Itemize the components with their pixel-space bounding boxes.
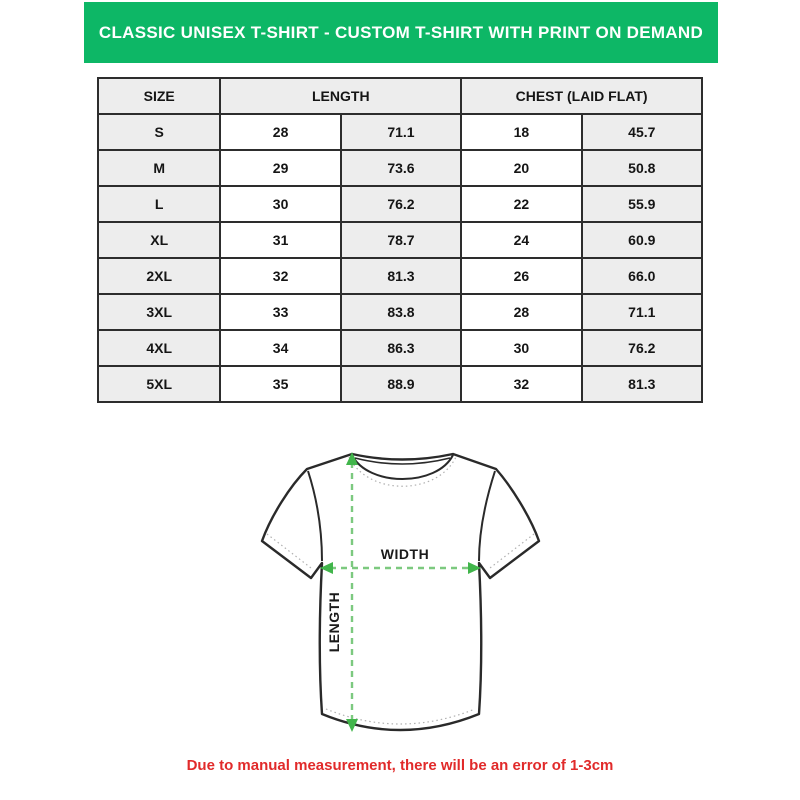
cell-length-in: 35 <box>220 366 340 402</box>
cell-chest-cm: 60.9 <box>582 222 702 258</box>
table-row <box>98 114 702 150</box>
table-row <box>98 150 702 186</box>
cell-size: L <box>98 186 220 222</box>
cell-length-cm: 81.3 <box>341 258 461 294</box>
table-row <box>98 186 702 222</box>
cell-length-in: 31 <box>220 222 340 258</box>
cell-length-in: 29 <box>220 150 340 186</box>
cell-length-cm: 78.7 <box>341 222 461 258</box>
cell-chest-in: 22 <box>461 186 581 222</box>
cell-length-cm: 88.9 <box>341 366 461 402</box>
cell-length-cm: 73.6 <box>341 150 461 186</box>
cell-size: 2XL <box>98 258 220 294</box>
cell-length-cm: 71.1 <box>341 114 461 150</box>
cell-length-cm: 86.3 <box>341 330 461 366</box>
cell-size: XL <box>98 222 220 258</box>
cell-chest-cm: 45.7 <box>582 114 702 150</box>
cell-length-cm: 83.8 <box>341 294 461 330</box>
cell-chest-in: 24 <box>461 222 581 258</box>
table-row <box>98 222 702 258</box>
cell-chest-cm: 66.0 <box>582 258 702 294</box>
cell-length-in: 34 <box>220 330 340 366</box>
cell-chest-cm: 55.9 <box>582 186 702 222</box>
cell-size: S <box>98 114 220 150</box>
cell-chest-in: 28 <box>461 294 581 330</box>
width-label: WIDTH <box>380 546 430 562</box>
page-title: CLASSIC UNISEX T-SHIRT - CUSTOM T-SHIRT WITH PRINT ON DEMAND <box>98 22 704 42</box>
tshirt-svg <box>235 440 565 750</box>
table-row <box>98 258 702 294</box>
cell-size: M <box>98 150 220 186</box>
cell-size: 4XL <box>98 330 220 366</box>
length-label: LENGTH <box>326 591 342 653</box>
table-header-row <box>98 78 702 114</box>
table-row <box>98 366 702 402</box>
cell-length-in: 33 <box>220 294 340 330</box>
tshirt-outline <box>262 454 539 730</box>
table-row <box>98 330 702 366</box>
table-row <box>98 294 702 330</box>
cell-length-cm: 76.2 <box>341 186 461 222</box>
cell-chest-in: 18 <box>461 114 581 150</box>
header-chest: CHEST (LAID FLAT) <box>461 78 702 114</box>
cell-chest-in: 30 <box>461 330 581 366</box>
cell-length-in: 32 <box>220 258 340 294</box>
cell-chest-cm: 71.1 <box>582 294 702 330</box>
cell-chest-in: 26 <box>461 258 581 294</box>
cell-chest-in: 20 <box>461 150 581 186</box>
header-size: SIZE <box>98 78 220 114</box>
cell-length-in: 28 <box>220 114 340 150</box>
cell-chest-cm: 76.2 <box>582 330 702 366</box>
size-chart-table <box>97 77 703 403</box>
cell-chest-cm: 81.3 <box>582 366 702 402</box>
cell-size: 5XL <box>98 366 220 402</box>
header-length: LENGTH <box>220 78 461 114</box>
cell-size: 3XL <box>98 294 220 330</box>
cell-length-in: 30 <box>220 186 340 222</box>
title-banner <box>84 2 718 63</box>
tshirt-measurement-diagram <box>235 440 565 750</box>
measurement-error-note: Due to manual measurement, there will be an error of 1-3cm <box>186 757 614 774</box>
cell-chest-in: 32 <box>461 366 581 402</box>
cell-chest-cm: 50.8 <box>582 150 702 186</box>
